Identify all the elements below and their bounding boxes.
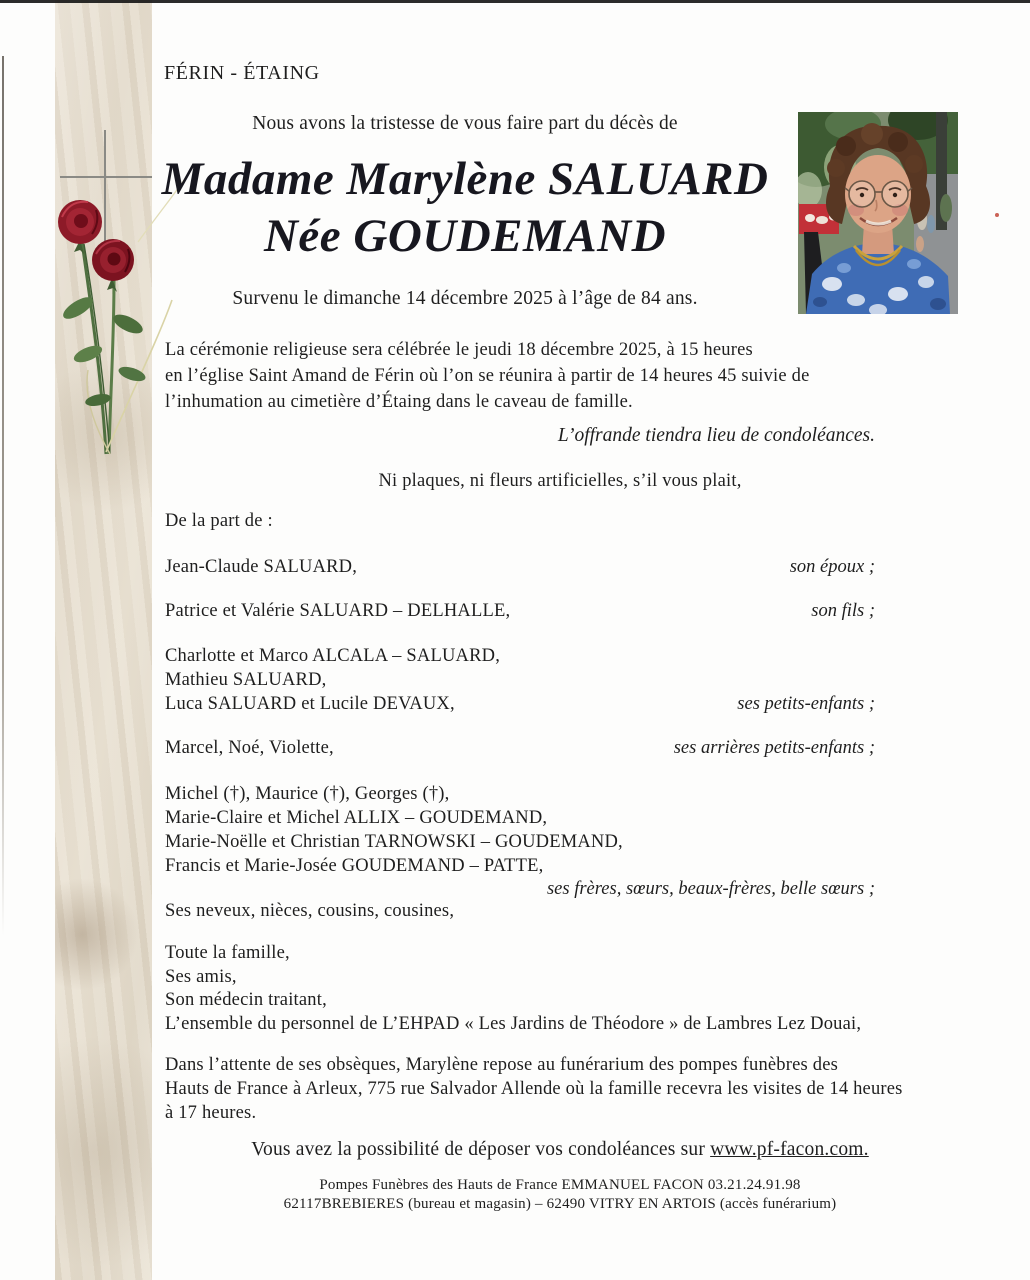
funeral-notice-line: Dans l’attente de ses obsèques, Marylène repose au funérarium des pompes funèbres des <box>165 1055 839 1075</box>
intro-line: Nous avons la tristesse de vous faire part du décès de <box>252 113 678 134</box>
funeral-notice-line: Hauts de France à Arleux, 775 rue Salvador Allende où la famille recevra les visites de 14 heures <box>165 1079 903 1099</box>
deceased-name-line1: Madame Marylène SALUARD <box>161 153 769 205</box>
family-name-line: Marcel, Noé, Violette, <box>165 738 334 758</box>
offering-line: L’offrande tiendra lieu de condoléances. <box>557 425 875 446</box>
family-name-line: Marie-Noëlle et Christian TARNOWSKI – GOUDEMAND, <box>165 832 623 852</box>
relation-label: son fils ; <box>811 601 875 621</box>
ceremony-line: La cérémonie religieuse sera célébrée le jeudi 18 décembre 2025, à 15 heures <box>165 340 753 360</box>
scan-left-edge <box>2 56 4 936</box>
deceased-name-line2: Née GOUDEMAND <box>263 210 667 262</box>
family-name-line: Francis et Marie-Josée GOUDEMAND – PATTE, <box>165 856 544 876</box>
portrait-photo-image <box>798 112 958 314</box>
portrait-photo <box>798 112 958 314</box>
family-other-line: Ses amis, <box>165 967 237 987</box>
scan-top-edge <box>0 0 1030 3</box>
from-label: De la part de : <box>165 511 273 531</box>
scan-artifact-dot <box>995 213 999 217</box>
funeral-home-address-line: 62117BREBIERES (bureau et magasin) – 62490 VITRY EN ARTOIS (accès funérarium) <box>283 1196 837 1212</box>
family-name-line: Patrice et Valérie SALUARD – DELHALLE, <box>165 601 511 621</box>
family-name-line: Marie-Claire et Michel ALLIX – GOUDEMAND, <box>165 808 548 828</box>
relation-label: ses arrières petits-enfants ; <box>673 738 875 758</box>
family-name-line: Luca SALUARD et Lucile DEVAUX, <box>165 694 455 714</box>
condolences-text: Vous avez la possibilité de déposer vos condoléances sur <box>251 1139 711 1160</box>
condolences-url: www.pf-facon.com. <box>710 1139 869 1160</box>
family-name-line: Michel (†), Maurice (†), Georges (†), <box>165 784 450 804</box>
family-name-line: Ses neveux, nièces, cousins, cousines, <box>165 901 455 921</box>
city-line: FÉRIN - ÉTAING <box>164 62 320 84</box>
relation-label: ses frères, sœurs, beaux-frères, belle sœurs ; <box>546 879 875 899</box>
condolences-line <box>165 1138 955 1162</box>
family-other-line: L’ensemble du personnel de L’EHPAD « Les Jardins de Théodore » de Lambres Lez Douai, <box>165 1014 862 1034</box>
no-plaques-line: Ni plaques, ni fleurs artificielles, s’il vous plait, <box>378 471 742 491</box>
family-other-line: Toute la famille, <box>165 943 290 963</box>
ceremony-line: l’inhumation au cimetière d’Étaing dans le caveau de famille. <box>165 392 633 412</box>
death-date-line: Survenu le dimanche 14 décembre 2025 à l’âge de 84 ans. <box>232 288 698 309</box>
family-name-line: Mathieu SALUARD, <box>165 670 327 690</box>
funeral-notice-line: à 17 heures. <box>165 1103 257 1123</box>
rose-icon <box>58 200 102 254</box>
relation-label: ses petits-enfants ; <box>737 694 875 714</box>
funeral-home-contact-line: Pompes Funèbres des Hauts de France EMMANUEL FACON 03.21.24.91.98 <box>319 1177 801 1193</box>
family-name-line: Jean-Claude SALUARD, <box>165 557 358 577</box>
ceremony-line: en l’église Saint Amand de Férin où l’on se réunira à partir de 14 heures 45 suivie de <box>165 366 810 386</box>
family-other-line: Son médecin traitant, <box>165 990 327 1010</box>
family-name-line: Charlotte et Marco ALCALA – SALUARD, <box>165 646 501 666</box>
relation-label: son époux ; <box>789 557 875 577</box>
